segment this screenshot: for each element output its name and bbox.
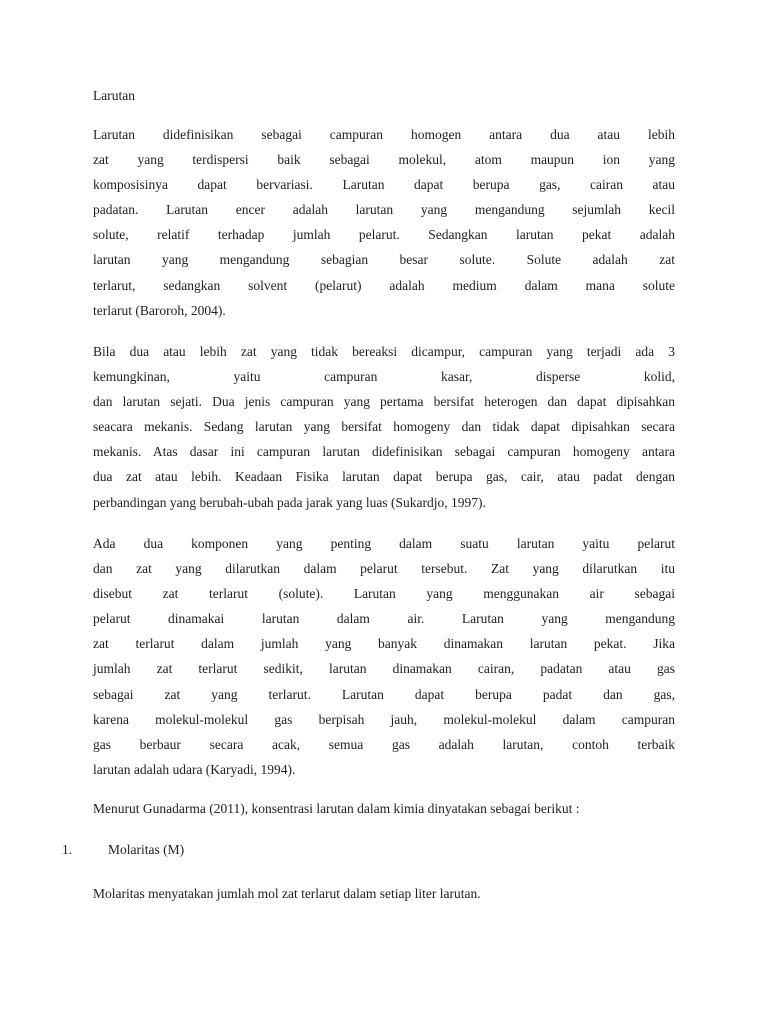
paragraph-3 <box>93 531 675 782</box>
text-line: Molaritas menyatakan jumlah mol zat terlarut dalam setiap liter larutan. <box>93 886 481 901</box>
text-line: terlarut, sedangkan solvent (pelarut) adalah medium dalam mana solute <box>93 277 675 293</box>
list-item-molaritas <box>62 841 184 859</box>
text-line: karena molekul-molekul gas berpisah jauh, molekul-molekul dalam campuran <box>93 711 675 727</box>
text-line: kemungkinan, yaitu campuran kasar, disperse kolid, <box>93 369 675 385</box>
text-line: komposisinya dapat bervariasi. Larutan dapat berupa gas, cairan atau <box>93 177 675 193</box>
text-line: zat terlarut dalam jumlah yang banyak dinamakan larutan pekat. Jika <box>93 636 675 652</box>
section-heading: Larutan <box>93 88 135 103</box>
text-line: larutan yang mengandung sebagian besar solute. Solute adalah zat <box>93 252 675 268</box>
text-line: seacara mekanis. Sedang larutan yang bersifat homogeny dan tidak dapat dipisahkan secara <box>93 419 675 435</box>
text-line: Bila dua atau lebih zat yang tidak bereaksi dicampur, campuran yang terjadi ada 3 <box>93 344 675 359</box>
text-line: terlarut (Baroroh, 2004). <box>93 302 226 318</box>
text-line: disebut zat terlarut (solute). Larutan yang menggunakan air sebagai <box>93 586 675 602</box>
text-line: jumlah zat terlarut sedikit, larutan dinamakan cairan, padatan atau gas <box>93 661 675 677</box>
paragraph-4 <box>93 796 675 821</box>
text-line: sebagai zat yang terlarut. Larutan dapat berupa padat dan gas, <box>93 686 675 702</box>
text-line: pelarut dinamakai larutan dalam air. Larutan yang mengandung <box>93 611 675 627</box>
text-line: dan zat yang dilarutkan dalam pelarut tersebut. Zat yang dilarutkan itu <box>93 561 675 577</box>
text-line: larutan adalah udara (Karyadi, 1994). <box>93 761 296 777</box>
text-line: mekanis. Atas dasar ini campuran larutan didefinisikan sebagai campuran homogeny antara <box>93 444 675 460</box>
text-line: zat yang terdispersi baik sebagai molekul, atom maupun ion yang <box>93 152 675 168</box>
list-label: Molaritas (M) <box>108 842 185 857</box>
text-line: solute, relatif terhadap jumlah pelarut. Sedangkan larutan pekat adalah <box>93 227 675 243</box>
text-line: dan larutan sejati. Dua jenis campuran yang pertama bersifat heterogen dan dapat dipisahkan <box>93 394 675 410</box>
paragraph-1 <box>93 122 675 323</box>
text-line: perbandingan yang berubah-ubah pada jarak yang luas (Sukardjo, 1997). <box>93 494 486 510</box>
paragraph-5 <box>93 881 675 906</box>
list-number: 1. <box>62 842 73 857</box>
text-line: dua zat atau lebih. Keadaan Fisika larutan dapat berupa gas, cair, atau padat dengan <box>93 469 675 485</box>
paragraph-2 <box>93 339 675 515</box>
text-line: padatan. Larutan encer adalah larutan yang mengandung sejumlah kecil <box>93 202 675 218</box>
text-line: gas berbaur secara acak, semua gas adalah larutan, contoh terbaik <box>93 736 675 752</box>
text-line: Ada dua komponen yang penting dalam suatu larutan yaitu pelarut <box>93 536 675 551</box>
text-line: Larutan didefinisikan sebagai campuran homogen antara dua atau lebih <box>93 127 675 142</box>
text-line: Menurut Gunadarma (2011), konsentrasi larutan dalam kimia dinyatakan sebagai berikut : <box>93 801 580 816</box>
